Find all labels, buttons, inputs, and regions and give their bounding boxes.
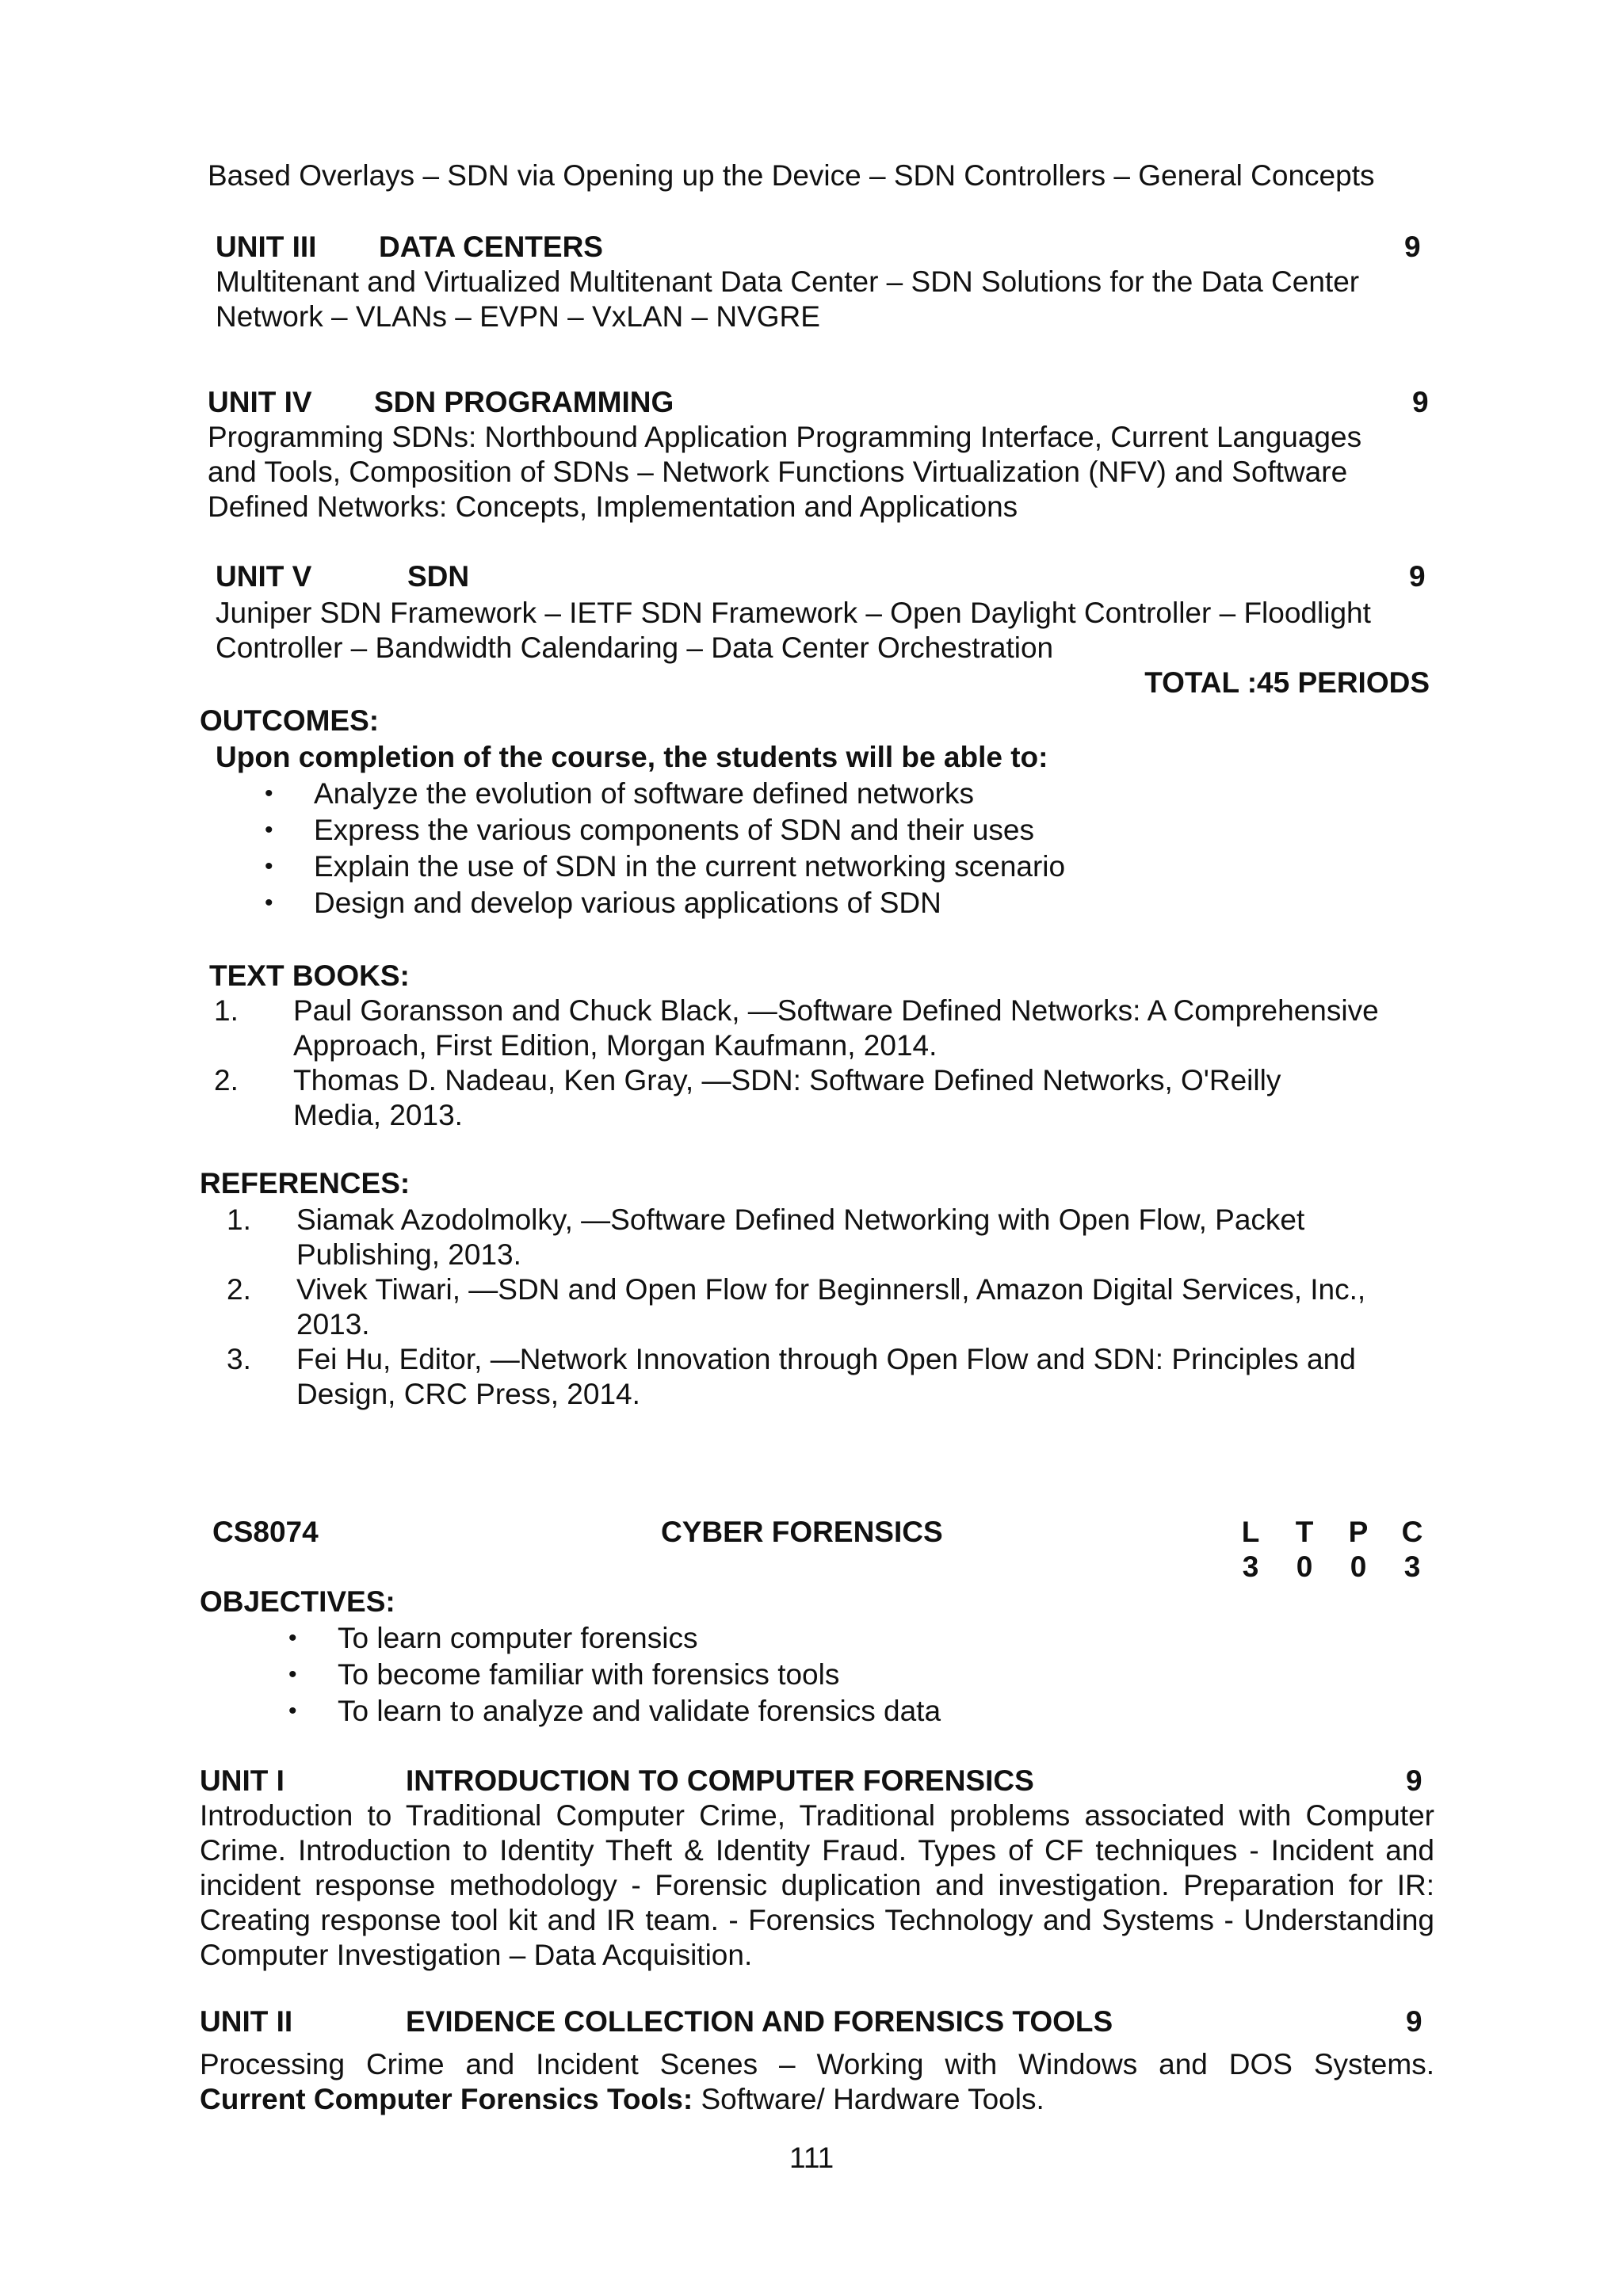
cf-unit2-title: EVIDENCE COLLECTION AND FORENSICS TOOLS	[406, 2005, 1113, 2038]
bullet-icon: •	[265, 780, 273, 807]
unit5-text-line2: Controller – Bandwidth Calendaring – Data Center Orchestration	[216, 631, 1054, 664]
course-title: CYBER FORENSICS	[661, 1516, 943, 1548]
unit4-hours: 9	[1412, 386, 1429, 418]
cf-unit1-title: INTRODUCTION TO COMPUTER FORENSICS	[406, 1764, 1034, 1797]
cf-unit2-text-line1: Processing Crime and Incident Scenes – Working with Windows and DOS Systems.	[200, 2048, 1434, 2081]
continued-syllabus-line: Based Overlays – SDN via Opening up the Device – SDN Controllers – General Concepts	[208, 159, 1375, 192]
total-periods: TOTAL :45 PERIODS	[1144, 666, 1430, 699]
unit4-text-line1: Programming SDNs: Northbound Application Programming Interface, Current Languages	[208, 421, 1362, 453]
unit3-title: DATA CENTERS	[379, 231, 603, 263]
objectives-heading: OBJECTIVES:	[200, 1585, 395, 1618]
outcomes-heading: OUTCOMES:	[200, 704, 380, 737]
unit5-title: SDN	[407, 560, 470, 593]
unit4-title: SDN PROGRAMMING	[374, 386, 674, 418]
cf-tools-bold-label: Current Computer Forensics Tools:	[200, 2083, 693, 2115]
unit3-text-line1: Multitenant and Virtualized Multitenant Data Center – SDN Solutions for the Data Center	[216, 265, 1360, 298]
course-code: CS8074	[212, 1516, 319, 1548]
bullet-icon: •	[288, 1661, 297, 1688]
unit4-text-line3: Defined Networks: Concepts, Implementation and Applications	[208, 490, 1018, 523]
cf-unit2-hours: 9	[1406, 2005, 1423, 2038]
cf-unit1-label: UNIT I	[200, 1764, 285, 1797]
unit5-label: UNIT V	[216, 560, 312, 593]
cf-unit2-label: UNIT II	[200, 2005, 293, 2038]
outcomes-intro: Upon completion of the course, the students will be able to:	[216, 741, 1048, 773]
bullet-icon: •	[265, 817, 273, 843]
cf-unit2-text-line2	[200, 2082, 1044, 2117]
cf-tools-rest: Software/ Hardware Tools.	[693, 2083, 1044, 2115]
unit3-text-line2: Network – VLANs – EVPN – VxLAN – NVGRE	[216, 300, 820, 333]
ltpc-values: 3 0 0 3	[1242, 1550, 1421, 1583]
unit4-text-line2: and Tools, Composition of SDNs – Network Functions Virtualization (NFV) and Software	[208, 456, 1348, 488]
unit3-label: UNIT III	[216, 231, 317, 263]
references-heading: REFERENCES:	[200, 1167, 411, 1199]
textbooks-heading: TEXT BOOKS:	[209, 959, 410, 992]
cf-unit1-hours: 9	[1406, 1764, 1423, 1797]
unit5-hours: 9	[1409, 560, 1426, 593]
cf-unit1-text: Introduction to Traditional Computer Crime, Traditional problems associated with Computer Crime. Introduction to Identity Theft & Identity Fraud. Types of CF techniques - Incident and incident response methodology - Forensic duplication and investigation. Preparation for IR: Creating response tool kit and IR team. - Forensics Technology and Systems - Understanding Computer Investigation – Data Acquisition.	[200, 1799, 1434, 1971]
unit4-label: UNIT IV	[208, 386, 312, 418]
unit3-hours: 9	[1404, 231, 1421, 263]
bullet-icon: •	[265, 853, 273, 879]
bullet-icon: •	[265, 890, 273, 916]
bullet-icon: •	[288, 1698, 297, 1724]
unit5-text-line1: Juniper SDN Framework – IETF SDN Framework – Open Daylight Controller – Floodlight	[216, 597, 1371, 629]
bullet-icon: •	[288, 1625, 297, 1651]
page-number: 111	[789, 2142, 834, 2174]
ltpc-labels: L T P C	[1241, 1516, 1423, 1548]
